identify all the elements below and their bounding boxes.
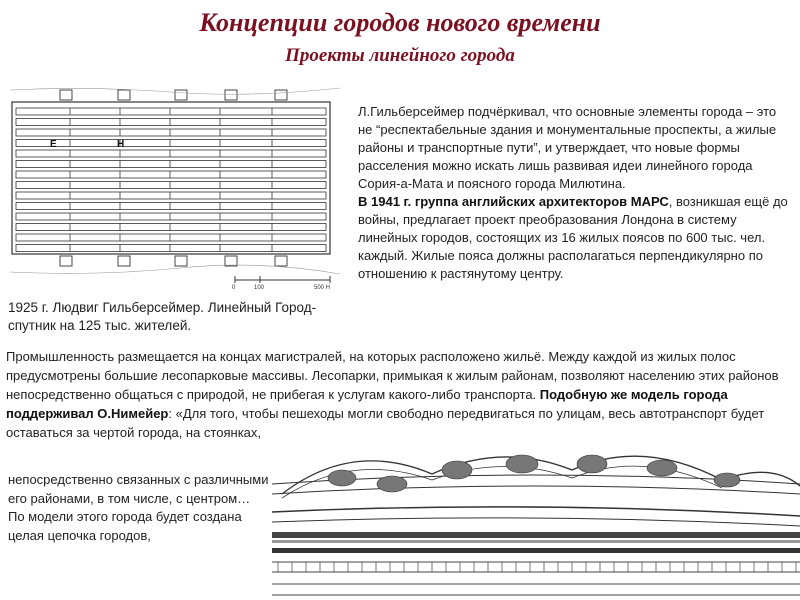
gilberseimer-description [358, 103, 790, 283]
plan-scale-label-100: 100 [254, 285, 265, 290]
mars-paragraph-text: , возникшая ещё до войны, предлагает проект преобразования Лондона в систему линейных городов, состоящих из 16 жилых поясов по 600 тыс. чел. каждый. Жилые пояса должны располагаться перпендикулярно по отношению к растянутому центру. [358, 194, 788, 281]
plan-block-label-e: Е [50, 139, 57, 150]
mars-paragraph [358, 193, 790, 283]
niemeyer-highlight: Подобную же модель города поддерживал О.Нимейер [6, 387, 728, 421]
plan-block-label-n: Н [117, 139, 125, 150]
linear-city-plan-drawing [10, 76, 340, 290]
plan-scale-label-500: 500 Н [314, 285, 331, 290]
plan-scale-label-0: 0 [232, 285, 236, 290]
industry-paragraph-text: Промышленность размещается на концах магистралей, на которых расположено жильё. Между каждой из жилых полос предусмотрены большие лесопарковые массивы. Лесопарки, примыкая к жилым районам, позволяют населению этих районов непосредственно общаться с природой, не прибегая к услугам какого-либо транспорта. [6, 349, 779, 402]
industry-paragraph [6, 347, 796, 442]
gilberseimer-paragraph: Л.Гильберсеймер подчёркивал, что основные элементы города – это не “респектабельные здания и монументальные проспекты, а жилые районы и транспортные пути”, и утверждает, что новые формы расселения можно искать лишь развивая идеи линейного города Сория-а-Мата и поясного города Милютина. [358, 104, 777, 191]
niemeyer-quote-continued: непосредственно связанных с различными его районами, в том числе, с центром… По модели этого города будет создана целая цепочка городов, [8, 472, 269, 543]
niemeyer-quote-text: : «Для того, чтобы пешеходы могли свободно передвигаться по улицам, весь автотранспорт будет оставаться за чертой города, на стоянках, [6, 406, 765, 440]
figure-caption: 1925 г. Людвиг Гильберсеймер. Линейный Город-спутник на 125 тыс. жителей. [8, 300, 317, 333]
slide-subtitle: Проекты линейного города [285, 45, 515, 66]
mars-highlight: В 1941 г. группа английских архитекторов МАРС [358, 194, 669, 209]
niemeyer-city-section-drawing [272, 440, 800, 600]
slide-title: Концепции городов нового времени [199, 8, 601, 37]
